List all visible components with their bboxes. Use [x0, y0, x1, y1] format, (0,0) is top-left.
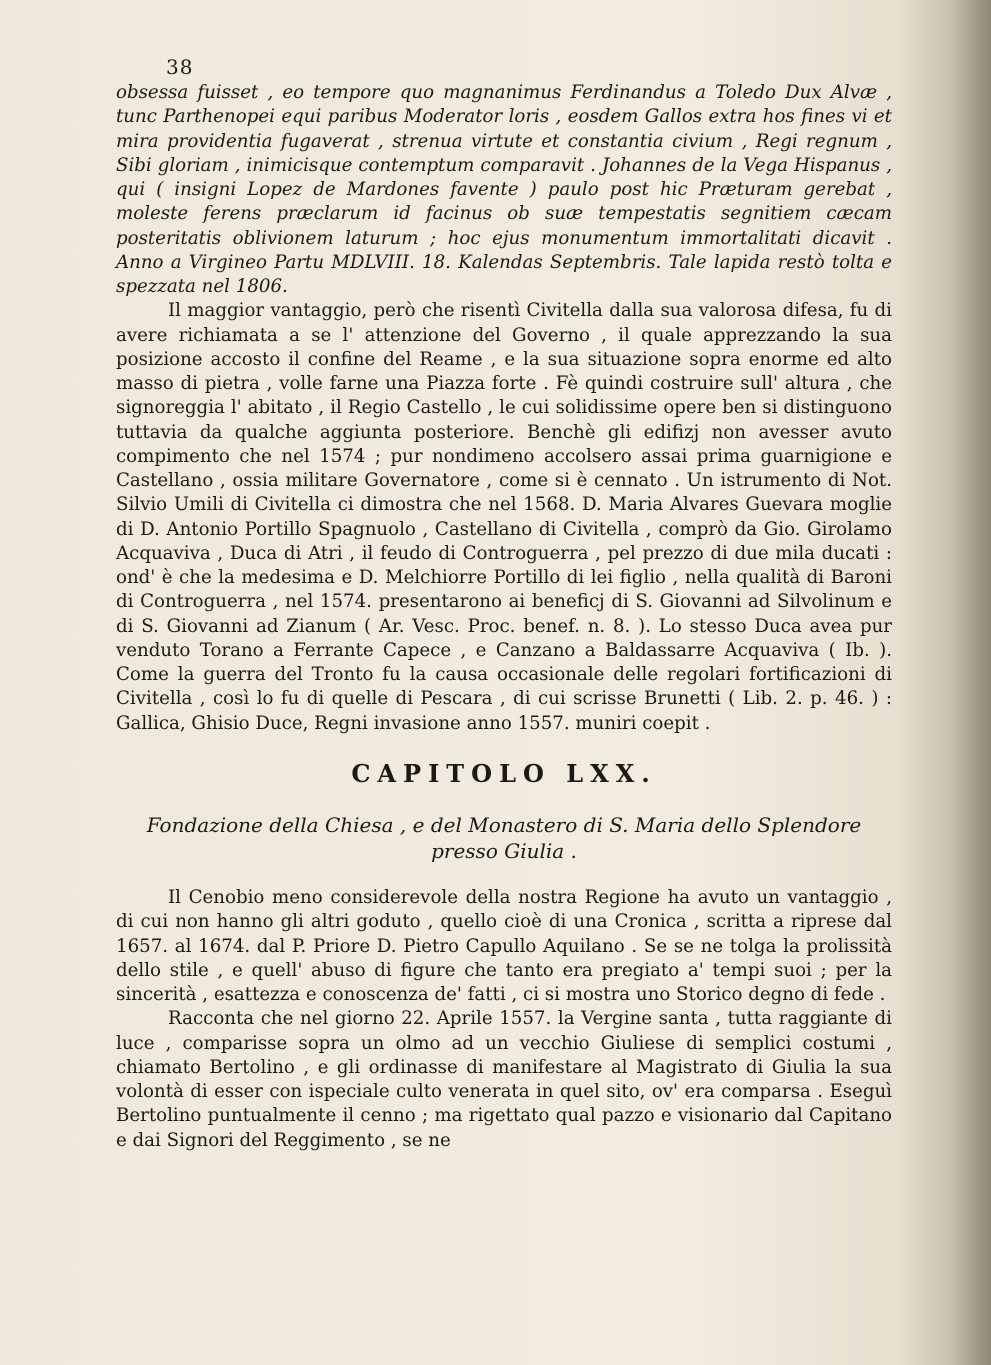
- body-paragraph: Racconta che nel giorno 22. Aprile 1557. la Vergine santa , tutta raggiante di luce , comparisse sopra un olmo ad un vecchio Giuliese di semplici costumi , chiamato Bertolino , e gli ordinasse di manifestare al Magistrato di Giulia la sua volontà di esser con ispeciale culto venerata in quel sito, ov' era comparsa . Eseguì Bertolino puntualmente il cenno ; ma rigettato qual pazzo e visionario dal Capitano e dai Signori del Reggimento , se ne: [116, 1008, 892, 1151]
- chapter-subtitle: Fondazione della Chiesa , e del Monastero di S. Maria dello Splendore presso Giulia .: [146, 813, 862, 863]
- latin-inscription-paragraph: obsessa fuisset , eo tempore quo magnanimus Ferdinandus a Toledo Dux Alvæ , tunc Parthenopei equi paribus Moderator loris , eosdem Gallos extra hos fines vi et mira providentia fugaverat , strenua virtute et constantia civium , Regi regnum , Sibi gloriam , inimicisque contemptum comparavit . Johannes de la Vega Hispanus , qui ( insigni Lopez de Mardones favente ) paulo post hic Præturam gerebat , moleste ferens præclarum id facinus ob suæ tempestatis segnitiem cæcam posteritatis oblivionem laturum ; hoc ejus monumentum immortalitati dicavit . Anno a Virgineo Partu MDLVIII. 18. Kalendas Septembris. Tale lapida restò tolta e spezzata nel 1806.: [116, 82, 892, 297]
- body-paragraph: Il maggior vantaggio, però che risentì Civitella dalla sua valorosa difesa, fu di avere richiamata a se l' attenzione del Governo , il quale apprezzando la sua posizione accosto il confine del Reame , e la sua situazione sopra enorme ed alto masso di pietra , volle farne una Piazza forte . Fè quindi costruire sull' altura , che signoreggia l' abitato , il Regio Castello , le cui solidissime opere ben si distinguono tuttavia da qualche aggiunta posteriore. Benchè gli edifizj non avesser avuto compimento che nel 1574 ; pur nondimeno accolsero assai prima guarnigione e Castellano , ossia militare Governatore , come si è cennato . Un istrumento di Not. Silvio Umili di Civitella ci dimostra che nel 1568. D. Maria Alvares Guevara moglie di D. Antonio Portillo Spagnuolo , Castellano di Civitella , comprò da Gio. Girolamo Acquaviva , Duca di Atri , il feudo di Controguerra , pel prezzo di due mila ducati : ond' è che la medesima e D. Melchiorre Portillo di lei figlio , nella qualità di Baroni di Controguerra , nel 1574. presentarono ai beneficj di S. Giovanni ad Silvolinum e di S. Giovanni ad Zianum ( Ar. Vesc. Proc. benef. n. 8. ). Lo stesso Duca avea pur venduto Torano a Ferrante Capece , e Canzano a Baldassarre Acquaviva ( Ib. ). Come la guerra del Tronto fu la causa occasionale delle regolari fortificazioni di Civitella , così lo fu di quelle di Pescara , di cui scrisse Brunetti ( Lib. 2. p. 46. ) : Gallica, Ghisio Duce, Regni invasione anno 1557. muniri coepit .: [116, 300, 892, 734]
- page-body: [116, 81, 892, 1153]
- page-number: 38: [166, 55, 194, 79]
- page-gutter-shadow: [901, 0, 991, 1365]
- chapter-title: CAPITOLO LXX.: [351, 758, 657, 788]
- body-paragraph: Il Cenobio meno considerevole della nostra Regione ha avuto un vantaggio , di cui non hanno gli altri goduto , quello cioè di una Cronica , scritta a riprese dal 1657. al 1674. dal P. Priore D. Pietro Capullo Aquilano . Se se ne tolga la prolissità dello stile , e quell' abuso di figure che tanto era pregiato a' tempi suoi ; per la sincerità , esattezza e conoscenza de' fatti , ci si mostra uno Storico degno di fede .: [116, 887, 892, 1005]
